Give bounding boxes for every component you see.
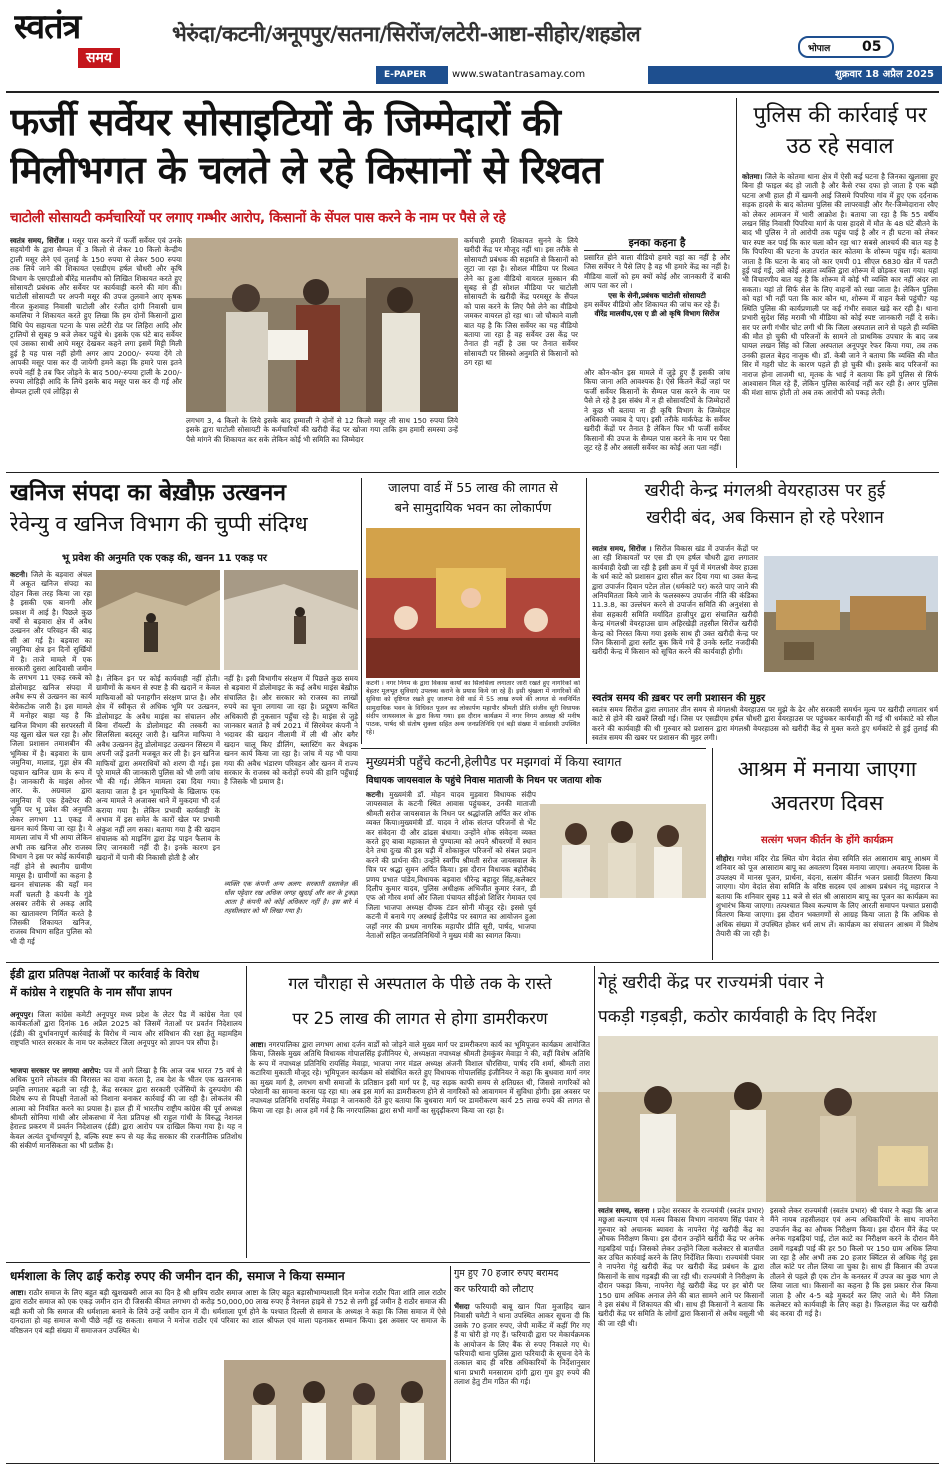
procurement-dateline: स्वतंत्र समय, सिरोंज ।	[592, 544, 652, 553]
lead-col2: लगभग 3, 4 किलो के लिये इसके बाद हम्माली ने दोनों से 12 किलो मसूर ली साथ 150 रुपया लिये इसके द्वारा चाटोली सोसायटी के कर्मचारियों की खरीदी केंद्र पर खोजा गया ताकि हम हमारी समस्या उन्हें पैसे मांगने की शिकायत कर सके लेकिन कोई भी समिति का जिम्मेदार	[186, 416, 458, 444]
mineral-photo-2	[224, 570, 358, 670]
community-headline-line2: बने सामुदायिक भवन का लोकार्पण	[394, 500, 552, 515]
community-caption: कटनी । नगर निगम के द्वारा विकास कार्यों का सिलसिला लगातार जारी रखते हुए नागरिकों को बेहतर मूलभूत सुविधाएं उपलब्ध कराने के प्रयास किये जा रहे हैं। इसी श्रृंखला में नागरिकों की सुविधा को दृष्टिगत रखते हुए जालपा देवी वार्ड में 55 लाख रुपये की लागत से नवनिर्मित सामुदायिक भवन के विधिवत पूजन का लोकार्पण महापौर श्रीमती प्रीति संजीव सूरी विधायक संदीप जायसवाल के द्वारा किया गया। इस दौरान कार्यक्रम में नगर निगम अध्यक्ष श्री मनीष पाठक, पार्षद श्री संतोष शुक्ला सहित अन्य जनप्रतिनिधि एवं बड़ी संख्या में वार्डवासी उपस्थित रहे।	[366, 680, 580, 737]
procurement-photo	[764, 556, 938, 672]
ed-headline	[10, 966, 242, 1010]
mineral-col3: नहीं है। इसी विभागीय संरक्षण में पिछले कुछ समय से बड़वारा में डोलोमाइट के कई अवैध माइंस बेख़ौफ़ संचालित है। और सरकार को राजस्व का लाखों रुपये का चूना लगाया जा रहा है। प्रदूषण कथित अधिकारी ही नुकसान पहुँचा रहे है। माइंस से जुड़े जानकार बताते है वर्ष 2021 में सिरमेयर कंपनी ने भदावर की खदान नीलामी में ली थी और बगैर खदान चालू किए डीलिंग, ब्लास्टिंग कर बेधड़क खनन कार्य किया जा रहा है। जांच में यह भी पाया गया की अवैध भंडारण परिवहन और खनन में राज्य सरकार के राजस्व को करोड़ों रुपये की हानि पहुँचाई है जिसके भी प्रमाण है।	[224, 674, 358, 787]
dharmshala-photo-image	[224, 1360, 446, 1460]
procurement-text: सिरोंज विकास खंड में उपार्जन केंद्रों पर आ रही शिकायतों पर एस डी एम हर्षल चौधरी द्वारा लगातार कार्यवाही देखी जा रही है इसी क्रम में पूर्व में मंगलश्री वेयर हाउस के धर्म काटे को प्रशासन द्वारा सील कर दिया गया था उक्त केन्द्र द्वारा उपार्जन दिवान पटेल तोल (धर्मकांटे पर) करते पाए जाने की अनियमितता किये जाने के फलस्वरूप उपार्जन नीति की कंडिका 11.3.8, का उल्लंघन करने से उपार्जन समिति की अनुशंसा से सेवा सहकारी समिति मर्यादित हाजीपुर द्वारा संचालित खरीदी केन्द्र मंगलश्री वेयरहाउस ग्राम अहिरखेड़ी तहसील सिरोंज खरीदी केन्द्र को निरस्त किया गया इसके साथ ही उक्त खरीदी केन्द्र पर जिन किसानों द्वारा स्लॉट बुक किये गये हैं उनके स्लॉट नजदीकी खरीदी केन्द्र में किसान को सूचित करने की कार्यवाही होगी।	[592, 544, 758, 657]
wheat-headline-line1: गेहूं खरीदी केंद्र पर राज्यमंत्री पंवार ने	[598, 973, 824, 993]
masthead-cities: भेरुंदा/कटनी/अनूपपुर/सतना/सिरोंज/लटेरी-आष्टा-सीहोर/शहडोल	[172, 22, 641, 46]
community-photo-image	[366, 528, 580, 678]
cm-text: मुख्यमंत्री डॉ. मोहन यादव मुड़वारा विधायक संदीप जायसवाल के कटनी स्थित आवास पहुंचकर, उनकी माताजी श्रीमती सरोज जायसवाल के निधन पर श्रद्धांजलि अर्पित कर शोक व्यक्त किया।मुख्यमंत्री डॉ. यादव ने शोक संतप्त परिजनों से भेंट कर संवेदना दी और ढांढस बंधाया। उन्होंने शोक संवेदना व्यक्त करते हुए बाबा महाकाल से पुण्यात्मा को अपने श्रीचरणों में स्थान देने तथा दुःख की इस घड़ी में शोकाकुल परिजनों को संबल प्रदान करने की प्रार्थना की। उन्होंने स्वर्गीय श्रीमती सरोज जायसवाल के चित्र पर श्रद्धा सुमन अर्पित किया। इस दौरान विधायक बहोरीबंद प्रणय प्रभात पांडेय,विधायक बड़वारा धीरेन्द्र बहादुर सिंह,कलेक्टर दिलीप कुमार यादव, पुलिस अधीक्षक अभिजीत कुमार रंजन, डी एफ ओ गौरव शर्मा और जिला पंचायत सीईओ शिशिर गेमावत एवं जिला भाजपा अध्यक्ष दीपक टंडन सोनी मौजूद रहे। इससे पूर्व कटनी में बनाये गए अस्थाई हेलीपैड पर स्वागत का आयोजन हुआ जहाँ नगर की प्रथम नागरिक महापौर प्रीति सूरी, पार्षद, भाजपा नेताओं सहित जनप्रतिनिधियों ने मुख्य मंत्री का स्वागत किया।	[366, 790, 536, 941]
theft-text-wrap	[454, 1302, 590, 1462]
mineral-col1-text: जिले के बड़वारा अंचल में अकूत खनिज संपदा का दोहन किस तरह किया जा रहा है इसकी एक बानगी और प्रकाश में आई है। पिछले कुछ वर्षों से बड़वारा क्षेत्र में अवैध उत्खनन और परिवहन की बाढ़ सी आ गई है। बड़वारा का जमुनिया क्षेत्र इन दिनों सुर्खियों में है। ताजे मामले में एक सरकारी दुसरा आदिवासी जमीन के लगभग 11 एकड़ रकबे को डोलोमाइट खनिज संपदा में अवैध रूप से उत्खनन का कार्य बेरोकटोक जारी है। इस मामले में मनोहर बाहा यह है कि खनिज विभाग की सरपरस्ती में यह खुला खेल चल रहा है। और जिला प्रशासन तमाशबीन की भूमिका में है। बड़वारा के ग्राम जमुनिया, मालाड, गुड़ा क्षेत्र की पहचान खनिज ग्राम के रूप में है। जानकारी के माइंस ओनर आर. के. अग्रवाल द्वारा जमुनिया में एक हेक्टेयर की भूमि पर भू प्रवेश की अनुमति लेकर लगभग 11 एकड़ में खनन कार्य किया जा रहा है। ये मामला जांच में भी आया लेकिन अभी तक खनिज और राजस्व विभाग ने इस पर कोई कार्यवाही नहीं होने से स्थानीय ग्रामीण मायूस है। ग्रामीणों का कहना है खनन संचालक की यहाँ मन मर्जी चलती है कंपनी के गुंडे असबर तरीके से अकड़ आदि का खातावरण निर्मित करते है जिसकी शिकायत खनिज, राजस्व विभाग सहित पुलिस को भी दी गई	[10, 570, 92, 946]
cm-text-wrap	[366, 790, 536, 956]
lead-col1	[10, 236, 182, 466]
wheat-photo	[598, 1036, 938, 1202]
road-text-wrap	[250, 1040, 590, 1258]
road-headline-line2: पर 25 लाख की लागत से होगा डामरीकरण	[292, 1009, 548, 1028]
comment-box-title: इनका कहना है	[584, 236, 730, 251]
ashram-subhead: सत्संग भजन कीर्तन के होंगे कार्यक्रम	[761, 835, 893, 846]
theft-dateline: भैंसदा	[454, 1302, 470, 1311]
lead-headline-line1: फर्जी सर्वेयर सोसाइटियों के जिम्मेदारों की	[10, 100, 561, 144]
mineral-headline	[10, 478, 356, 550]
website-label: www.swatantrasamay.com	[448, 66, 648, 84]
masthead	[0, 0, 945, 92]
road-dateline: आष्टा।	[250, 1040, 267, 1049]
police-headline: पुलिस की कार्रवाई पर उठ रहे सवाल	[753, 103, 927, 159]
procurement-photo-image	[764, 556, 938, 672]
ed-text-wrap	[10, 1010, 242, 1064]
ashram-text-wrap	[716, 854, 938, 958]
road-text: नगरपालिका द्वारा लगभग आधा दर्जन वार्डों को जोड़ने वाले मुख्य मार्ग पर डामरीकरण कार्य का भूमिपूजन कार्यक्रम आयोजित किया, जिसके मुख्य अतिथि विधायक गोपालसिंह इंजीनियर थे, अध्यक्षता नपाध्यक्ष श्रीमती हेमकुंवर मेवाड़ा ने की, वहीं विशेष अतिथि के रूप में नपाध्यक्ष प्रतिनिधि रायसिंह मेवाड़ा, भाजपा नगर मंडल अध्यक्ष अंजनी विशाल चौरसिया, पार्षद रवि शर्मा, श्रीमती तारा कटारिया मुकाती मौजूद रहे। भूमिपूजन कार्यक्रम को संबोधित करते हुए विधायक गोपालसिंह इंजीनियर ने कहा कि बुधवारा मार्ग नगर का मुख्य मार्ग है, लगभग सभी समाजों के प्रतिष्ठान इसी मार्ग पर है, यह सड़क काफी समय से क्षतिग्रस्त थी, जिससे नागरिकों को परेशानी का सामना करना पड़ रहा था। अब इस मार्ग का डामरीकरण होने से नागरिकों को आवागमन में सुविधा होगी। इस अवसर पर नपाध्यक्ष प्रतिनिधि रायसिंह मेवाड़ा ने जानकारी देते हुए बताया कि बुधवारा मार्ग पर डामरीकरण कार्य 25 लाख रुपये की लागत से किया जा रहा है। आज हमें गर्व है कि नगरपालिका द्वारा सभी मार्गों का सुदृढ़ीकरण किया जा रहा है।	[250, 1040, 590, 1115]
lead-subhead: चाटोली सोसायटी कर्मचारियों पर लगाए गम्भीर आरोप, किसानों के सेंपल पास करने के नाम पर पैसे ले रहे	[10, 210, 506, 226]
procurement-headline-line2: खरीदी बंद, अब किसान हो रहे परेशान	[646, 508, 884, 528]
procurement-headline-line1: खरीदी केन्द्र मंगलश्री वेयरहाउस पर हुई	[644, 481, 886, 501]
dharmshala-headline: धर्मशाला के लिए ढाई करोड़ रुपए की जमीन दान की, समाज ने किया सम्मान	[10, 1269, 345, 1283]
page-number: 05	[862, 39, 882, 55]
community-headline	[366, 478, 580, 530]
ashram-headline	[716, 752, 938, 836]
wheat-dateline: स्वतंत्र समय, सतना ।	[598, 1206, 655, 1215]
wheat-col1-wrap	[598, 1206, 764, 1462]
logo-top: स्वतंत्र	[14, 8, 81, 47]
lead-col1-text: मसूर पास करने में फर्जी सर्वेयर एवं उनके सहयोगी के द्वारा सैम्पल में 3 किलो से लेकर 10 किलो केन्द्रीय ट्राली मसूर लेने एवं तुलाई के 150 रुपया से लेकर 500 रुपया तक लिये जाने की शिकायत एसडीएम हर्षल चौधरी और कृषि विभाग के एसएडीओ बीरेंद्र मालवीय को लिखित शिकायत करते हुए सोसायटी प्रबंधक और सर्वेयर पर कार्यवाही करने की मांग की। चाटोली सोसायटी पर अपनी मसूर की उपज तुलवाने आए कृषक नीरज कुशवाह निवासी चाटोली और रंजीत दांगी निवासी ग्राम कमलिया ने शिकायत करते हुए लिखा कि हम दोनों किसानों द्वारा विधि पेय सहायता पटना के पास लटेरी रोड पर लिहिरा आदि और ट्रालियों से सुबह 9 बजे लेकर पहुंचे थे। इसके एक घंटे बाद सर्वेयर एवं उसका साथी आये मसूर देखकर कहने लगा इसमें मिट्टी मिली हुई है यह पास नहीं होगी अगर आप 2000/- रुपया देंगे तो आपकी मसूर पास कर दी जायेगी हमने कहा कि हमारे पास इतने रुपये नहीं है तब फिर जोड़ने के बाद 500/-रुपया ट्राली के 200/- रुपया लोहिड़ी आदि के लिये इसके बाद मसूर पास कर दी गई और सेम्पल ट्राली एवं लोहिड़ा से	[10, 236, 182, 396]
lead-col5: और कौन-कौन इस मामले में जुड़े हुए हैं इसकी जांच किया जाना अति आवश्यक है। ऐसे कितने केंद्रों जहां पर फर्जी सर्वेयर किसानों के सैम्पल पास करने के नाम पर पैसे ले रहे है इस संबंध में न ही सोसायटियों के जिम्मेदारों ने कुछ भी बताया ना ही कृषि विभाग के जिम्मेदार अधिकारी जवाब दे पाए। इसी तरीके मार्कफेड के सर्वेयर खरीदी केंद्रों पर तैनात है लेकिन फिर भी फर्जी सर्वेयर किसानों की उपज के सैम्पल पास करने के नाम पर पैसा लूट रहे हैं और असली सर्वेयर का कोई अता पता नहीं।	[584, 368, 730, 453]
ashram-text: गणेश मंदिर रोड स्थित योग वेदांत सेवा समिति संत आसाराम बापू आश्रम में शनिवार को पूज आसाराम बापू का अवतरण दिवस मनाया जाएगा। अवतरण दिवस के उपलक्ष्य में मानस पूजन, प्रार्थना, वंदना, सत्संग कीर्तन भजन प्रसादी वितरण किया जाएगा। योग वेदांत सेवा समिति के वरिष्ठ सदस्य एवं आश्रम प्रबंधन नंदू महाराज ने बताया कि शनिवार सुबह 11 बजे से संत श्री आसाराम बापू का पूजन का कार्यक्रम का शुभारंभ किया जाएगा। तत्पश्चात विश्व कल्याण के लिए आरती समापन पश्चात प्रसादी वितरण किया जाएगा। इस दौरान भक्तगणों से आग्रह किया जाता है कि अधिक से अधिक संख्या में उपस्थित होकर धर्म लाभ लें। कार्यक्रम का संचालन आश्रम में विशेष तैयारी की जा रही है।	[716, 854, 938, 939]
cm-photo	[540, 804, 706, 898]
logo-bottom-badge	[78, 48, 120, 68]
road-headline	[250, 966, 590, 1038]
mineral-col2: है। लेकिन इन पर कोई कार्यवाही नहीं होती। ग्रामीणों के कथन से स्पष्ट है की खदानें न केवल माफियाओं को पनाहगीन संरक्षण प्राप्त है। और क्षेत्र में स्वीकृत से अधिक भूमि पर उत्खनन, डोलोमाइट के अवैध माइंस का संचालन और बिना रॉयल्टी के डोलोमाइट की तस्करी का सिलसिला बदस्तूर जारी है। खनिज माफिया ने अवैध उत्खनन हेतु डोलोमाइट उत्खनन सिस्टम में अपनी जड़ें इतनी मजबूत कर ली है। इन खनिज माफियों द्वारा अमराधियों को शरण दी गई। इस पूरे मामले की जानकारी पुलिस को भी लगी जांच भी की गई। लेकिन मामला दबा दिया गया। बताया जाता है इन भूमाफियो के खिलाफ एक अन्य मामले ने अजाक्स थाने में मुकदमा भी दर्ज कराया गया है। लेकिन प्रभावी कार्यवाही के अभाव में इस समेत के कारों खेल पर प्रभावी अंकुश नहीं लग सका। बताया गया है की खदान संचालक को माइनिंग द्वारा डेढ़ पाइन फैलाव के लिए जानकारी नहीं दी है। इनके कारण इन खदानों में पानी की निकासी होती है और	[96, 674, 220, 862]
road-headline-line1: गल चौराहा से अस्पताल के पीछे तक के रास्ते	[288, 974, 552, 993]
wheat-col1: प्रदेश सरकार के राज्यमंत्री (स्वतंत्र प्रभार) मछुआ कल्याण एवं मत्स्य विकास विभाग नारायण सिंह पंवार ने गुरुवार को अचानक ब्यावरा के नापनेरा गेहूं खरीदी केंद्र का औचक निरीक्षण किया। इस दौरान उन्होंने खरीदी केंद्र पर अनेक गड़बड़ियां पाई। जिसको लेकर उन्होंने जिला कलेक्टर से बातचीत कर उचित कार्रवाई करने के लिए निर्देशित किया। राज्यमंत्री पंवार ने नापनेरा गेहूं खरीदी केंद्र पर खरीदी केंद्र प्रबंधन के द्वारा किसानों के साथ गड़बड़ी की जा रही थी। राज्यमंत्री ने निरीक्षण के दौरान पकड़ा किया, नापनेरा गेहूं खरीदी केंद्र पर हर बोरी पर 150 ग्राम अधिक अनाज लेने की बात सामने आने पर किसानों ने इस संबंध में शिकायत की थी। साथ ही किसानों ने बताया कि खरीदी केंद्र पर समिति के लोगों द्वारा किसानों से अवैध वसूली भी की जा रही थी।	[598, 1206, 764, 1328]
ashram-headline-line1: आश्रम में मनाया जाएगा	[737, 757, 917, 781]
theft-headline	[454, 1266, 590, 1300]
mineral-photo-1-image	[96, 570, 220, 670]
cm-headline: मुख्यमंत्री पहुँचे कटनी,हेलीपैड पर मझगवां में किया स्वागत	[366, 754, 622, 769]
police-text: जिले के कोतमा थाना क्षेत्र में ऐसी कई घटना है जिनका खुलासा हुए बिना ही फाइल बंद हो जाती है और कैसे रफा दफा हो जाता है एक बड़ी घटना अभी हाल ही में खमनी आई जिसमे पिपरिया गांव में हुए एक दर्दनाक सड़क हादसे के बाद कोतमा पुलिस की लापरवाही और गैर-जिम्मेदाराना रवैए को लेकर आमजन में भारी आक्रोश है। बताया जा रहा है कि 55 वर्षीय लखन सिंह निवासी पिपरिया मार्ग के पास हादसे में मौत के 48 घंटे बीतने के बाद भी पुलिस ने तो आरोपी तक पहुंच पाई है और न ही घटना को लेकर चार स्पष्ट कर पाई कि कार चला कौन रहा था? सबसे आश्चर्य की बात यह है कि पिपरिया की घटना के उपरांत कार कोतमा के शोरूम पहुंच गई। बताया जाता है कि घटना के बाद जो कार एमपी 01 सीएल 6830 खेत में पलटी हुई पाई गई, उसे कोई अज्ञात व्यक्ति द्वारा शोरूम में छोड़कर चला गया। यहां भी विचारणीय बात यह है कि शोरूम में कोई भी व्यक्ति कार नहीं अंदर ला सकता। यहां तो सिर्फ सेल के लिए वाहनों को रखा जाता है। लेकिन पुलिस को यहां भी नहीं पता कि कार कौन था, शोरूम में वाहन कैसे पहुंची? यह स्थिति पुलिस की कार्यप्रणाली पर कई गंभीर सवाल खड़े कर रही है। थाना प्रभारी सुदेश सिंह मरावी भी मीडिया को कोई स्पष्ट जानकारी नहीं दे सके। सर पर लगी गंभीर चोट लगी थी कि जिला अस्पताल लाने से पहले ही व्यक्ति की मौत हो चुकी थी परिजनों के सामने तो प्राथमिक उपचार के बाद जब घायल लखन सिंह को जिला अस्पताल अनूपपुर रेफर किया गया, तब तक उनकी हालत बेहद नाजुक थी। डॉ. केबी जाने ने बताया कि व्यक्ति की मौत सिर में गहरी चोट के कारण पहले ही हो चुकी थी। इसके बाद परिजनों का नाराज होना लाजमी था, मृतक के भाई ने बताया कि हमें पुलिस से सिर्फ आश्वासन मिल रहे हैं, लेकिन पुलिस कार्रवाई नहीं कर रही है। अगर पुलिस की मंशा साफ होती तो अब तक आरोपी को पकड़ लेती।	[742, 172, 938, 398]
edition-box	[798, 36, 894, 58]
mineral-photo-2-image	[224, 570, 358, 670]
lead-dateline: स्वतंत्र समय, सिरोंज ।	[10, 236, 70, 245]
wheat-headline	[598, 966, 938, 1036]
ed-headline-line2: में कांग्रेस ने राष्ट्रपति के नाम सौंपा ज्ञापन	[10, 986, 172, 999]
ed-sub-wrap	[10, 1066, 242, 1258]
ed-sub-text: पत्र में आगे लिखा है कि आज जब भारत 75 वर्ष से अधिक पुराने लोकतंत्र की विरासत का दावा करता है, तब देश के भीतर एक खतरनाक प्रवृत्ति लगातार बढ़ती जा रही है, केंद्र सरकार द्वारा सरकारी एजेंसियों के दुरुपयोग की विशेष रूप से विपक्षी नेताओं को निशाना बनाकर कार्रवाई की जा रही है। लोकतंत्र की आत्मा को नियंत्रित करने का प्रयास है। हाल ही में भारतीय राष्ट्रीय कांग्रेस की पूर्व अध्यक्ष श्रीमती सोनिया गांधी और लोकसभा में नेता प्रतिपक्ष श्री राहुल गांधी के विरुद्ध नेशनल हेराल्ड प्रकरण में प्रवर्तन निदेशालय (ईडी) द्वारा आरोप पत्र दाखिल किया गया है। यह न केवल अत्यंत दुर्भाग्यपूर्ण है, बल्कि स्पष्ट रूप से यह केंद्र सरकार की राजनीतिक प्रतिशोध की संकीर्ण मानसिकता का भी प्रतीक है।	[10, 1066, 242, 1151]
ashram-dateline: सीहोर।	[716, 854, 735, 863]
comment-box-sig1: एस के सेनी,प्रबंधक चाटोली सोसायटी	[608, 290, 706, 300]
mineral-headline-line1: खनिज संपदा का बेख़ौफ़ उत्खनन	[10, 480, 287, 506]
lead-headline-line2: मिलीभगत के चलते ले रहे किसानों से रिश्वत	[10, 148, 603, 192]
cm-subhead: विधायक जायसवाल के पहुंचे निवास माताजी के निधन पर जताया शोक	[366, 775, 602, 786]
police-text-wrap	[742, 172, 938, 468]
theft-headline-line1: गुम हुए 70 हजार रुपए बरामद	[454, 1268, 559, 1279]
comment-box-text1: प्रसारित होने वाला वीडियो हमारे यहां का नहीं है और जिस सर्वेयर ने पैसे लिए है वह भी हमारे केंद्र का नहीं है। मीडिया वालों को हम क्यों कोई और जानकारी दें बाकी आप पता कर लो ।	[584, 253, 730, 291]
dharmshala-dateline: आष्टा।	[10, 1288, 27, 1297]
cm-dateline: कटनी।	[366, 790, 384, 799]
masthead-logo	[14, 8, 164, 82]
dharmshala-photo	[224, 1360, 446, 1460]
procurement-sub-text: स्वतंत्र समय सिरोंज द्वारा लगातार तीन समय से मंगलश्री वेयरहाउस पर मुझे के ढेर और सरकारी समर्थन मूल्य पर खरीदी लगातार धर्म काटे से होने की खबरें लिखी गई। जिस पर एसडीएम हर्षल चौधरी द्वारा वेयरहाउस पर पहुंचकर कार्यवाही की गई थी धर्मकाटे को सील करने की कार्यवाही की थी गुरुवार को प्रशासन द्वारा मंगलश्री वेयरहाउस को खरीदी केंद्र से मुक्त करते हुए धर्मकांटे से हुई तुलाई की स्वतंत्र समय की खबर पर प्रशासन की मुहर लगी।	[592, 705, 938, 743]
police-dateline: कोतमा।	[742, 172, 763, 181]
comment-box	[584, 236, 730, 364]
cm-photo-image	[540, 804, 706, 898]
lead-photo	[186, 238, 458, 412]
theft-text: फरियादी बाबू खान पिता मुजाहिद खान निवासी चमेटी ने थाना उपस्थित आकर सूचना दी कि उसके 70 हजार रुपए, जेपी मार्केट में कहीं गिर गए हैं या चोरी हो गए हैं। फरियादी द्वारा पर मेकार्यक्रमक के आयोजन के लिए बैंक से रुपए निकाले गए थे। फरियादी थाना पुलिस द्वारा फरियादी के सूचना देने के तत्काल बाद ही वरिष्ठ अधिकारियों के निर्देशानुसार थाना प्रभारी मनसाराम दांगी द्वारा गुम हुए रुपये की तलाश हेतु टीम गठित की गई।	[454, 1302, 590, 1387]
comment-box-text2: हम सर्वेयर वीडियो और शिकायत की जांच कर रहे हैं।	[584, 299, 720, 309]
epaper-label: E-PAPER	[384, 70, 427, 80]
mineral-note: व्यक्ति एक कंपनी अन्य अलग: सरकारी दस्तावेज़ की धोंस पट्टेदार रख अधिक जगह खुदाई और कर के टुकड़ा आता है कंपनी को कोई अधिकार नहीं है। इस बारे में तहसीलदार को भी लिखा गया है।	[224, 880, 358, 915]
ed-text: जिला कांग्रेस कमेटी अनूपपुर मध्य प्रदेश के लेटर पैड में कांग्रेस नेता एवं कार्यकर्ताओं द्वारा दिनांक 16 अप्रैल 2025 को जिसमें नेताओं पर प्रवर्तन निदेशालय (ईडी) की दुर्भावनापूर्ण कार्रवाई के विरोध में न्याय और संविधान की रक्षा हेतु महामहिम राष्ट्रपति भारत सरकार के नाम पर कलेक्टर जिला अनूपपुर को ज्ञापन पत्र सौंपा है।	[10, 1010, 242, 1048]
lead-headline	[10, 98, 722, 208]
dharmshala-text-wrap	[10, 1288, 446, 1358]
community-headline-line1: जालपा वार्ड में 55 लाख की लागत से	[388, 480, 558, 495]
wheat-headline-line2: पकड़ी गड़बड़ी, कठोर कार्यवाही के दिए निर्देश	[598, 1007, 877, 1027]
lead-col3: कर्मचारी हमारी शिकायत सुनने के लिये खरीदी केंद्र पर मौजूद नहीं था। इस तरीके से सोसायटी प्रबंधक की सहमति से किसानों को लूटा जा रहा है। सोशल मीडिया पर रिश्वत लेने का हुआ वीडियो वायरल मुस्कान की सुबह से ही सोशल मीडिया पर चाटोली सोसायटी के खरीदी केंद्र परमसूर के सैंपल को पास करने के लिए पैसे लेने का वीडियो जमकर वायरल हो रहा था। जो चौकाने वाली बात यह है कि जिस सर्वेयर का यह वीडियो बताया जा रहा है वह सर्वेयर उस केंद्र पर तैनात ही नहीं है उस पर तैनात सर्वेयर सोसायटी पर सिस्को अनुमति से किसानों को ठग रहा था	[464, 236, 578, 368]
edition-city: भोपाल	[808, 44, 831, 54]
ed-sub-lead: भाजपा सरकार पर लगाया आरोप:	[10, 1066, 102, 1075]
mineral-photo-1	[96, 570, 220, 670]
date-label: शुक्रवार 18 अप्रैल 2025	[834, 69, 934, 80]
community-photo	[366, 528, 580, 678]
mineral-headline-line2: रेवेन्यु व खनिज विभाग की चुप्पी संदिग्ध	[10, 512, 308, 536]
logo-bottom: समय	[86, 50, 112, 66]
lead-photo-image	[186, 238, 458, 412]
ed-dateline: अनूपपुर।	[10, 1010, 34, 1019]
dharmshala-text: राठौर समाज के लिए बहुत बड़ी खुशखबरी आज का दिन है श्री क्षत्रिय राठौर समाज आष्टा के लिए बहुत बड़ासौभाग्यशाली दिन मनोज राठौर पिता शांति लाल राठौर द्वारा राठौर समाज को एक एकड़ जमीन दान दी जिसकी कीमत लगभग दो करोड़ 50,000,00 लाख रुपए है नेशनल हाइवे से 752 से लगी हुई जमीन है राठौर समाज की बड़ी कमी जो कि समाज की धर्मशाला बनाने के लिये उन्हें जमीन दान में दी। धर्मशाला पूर्ण होने के पश्चात दिल्ली से समाज के अध्यक्ष ने कहा कि जिस समाज में ऐसे दानदाता हो वह समाज कभी पीछे नहीं रह सकता। समाज ने मनोज राठौर एवं परिवार का शाल श्रीफल एवं माला पहनाकर सम्मान किया। इस अवसर पर समाज के वरिष्ठजन एवं बड़ी संख्या में समाजजन उपस्थित थे।	[10, 1288, 446, 1335]
mineral-dateline: कटनी।	[10, 570, 28, 579]
mineral-subhead: भू प्रवेश की अनुमति एक एकड़ की, खनन 11 एकड़ पर	[62, 553, 267, 564]
ashram-headline-line2: अवतरण दिवस	[770, 791, 884, 815]
procurement-text-wrap	[592, 544, 758, 688]
wheat-photo-image	[598, 1036, 938, 1202]
procurement-sub-headline: स्वतंत्र समय की ख़बर पर लगी प्रशासन की मुहर	[592, 693, 766, 704]
theft-headline-line2: कर फरियादी को लौटाए	[454, 1284, 534, 1295]
wheat-col2: इसको लेकर राज्यमंत्री (स्वतंत्र प्रभार) श्री पंवार ने कहा कि आज मैंने नायब तहसीलदार एवं अन्य अधिकारियों के साथ नापनेरा उपार्जन केंद्र का औचक निरीक्षण किया। इस दौरान मैंने केंद्र पर अनेक गड़बड़ियां पाई, टोल काटे का निरीक्षण करने के दौरान मैंने उसमें गड़बड़ी पाई की हर 50 किलो पर 150 ग्राम अधिक लिया जा रहा है और अभी तक 20 हजार क्विंटल से अधिक गेहूं इस तौल कांटे पर तौल लिया जा चुका है। साथ ही किसान की उपज तौलने से पहले ही एक टोन के कनस्तर में उपज का कुछ भाग ले लिया जाता था। किसानों का कहना है कि इस प्रकार रोज किया जाता है और 4-5 बड़े मुकदर्र कर लिए जाते थे। मैंने जिला कलेक्टर को कार्यवाही के लिए कहा है। फ़िलहाल केंद्र पर खरीदी बंद करवा दी गई है।	[770, 1206, 938, 1319]
procurement-headline	[592, 478, 938, 540]
comment-box-sig2: वीरेंद्र मालवीय,एस ए डी ओ कृषि विभाग सिरोंज	[594, 309, 720, 319]
ed-headline-line1: ईडी द्वारा प्रतिपक्ष नेताओं पर कार्रवाई के विरोध	[10, 968, 200, 981]
